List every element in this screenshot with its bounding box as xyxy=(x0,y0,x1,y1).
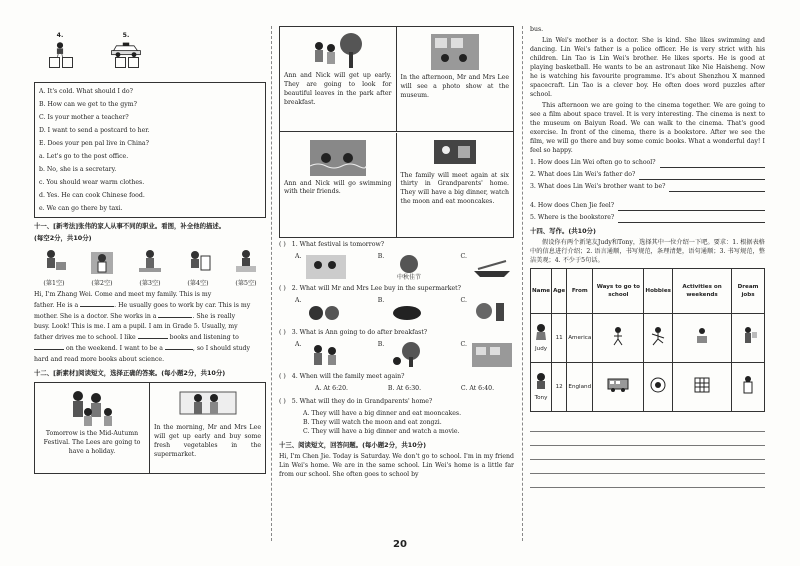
option-item: c. You should wear warm clothes. xyxy=(39,179,145,186)
walking-icon xyxy=(608,326,628,346)
option-b[interactable]: B. They will watch the moon and eat zongzi. xyxy=(303,418,442,426)
option-c[interactable]: C. They will have a big dinner and watch a movie. xyxy=(303,427,460,435)
question-item: 3. What does Lin Wei's brother want to be? xyxy=(530,183,765,192)
reading-questions xyxy=(530,159,765,223)
story-box-2 xyxy=(279,26,514,238)
blank-4[interactable] xyxy=(34,349,64,350)
writing-instructions: 假设你有两个新笔友Judy和Tony，选择其中一位介绍一下吧。要求：1. 根据表格中的信息进行介绍；2. 语言通顺，书写规范，条理清楚，语句通顺；3. 书写规范，整洁美观；4. 不少于5句话。 xyxy=(530,239,765,265)
swimming-icon xyxy=(308,138,368,178)
option-item: E. Does your pen pal live in China? xyxy=(39,140,149,147)
left-column xyxy=(34,26,266,474)
option-c[interactable]: C. xyxy=(461,297,514,325)
boy-icon xyxy=(534,372,548,390)
option-item: a. Let's go to the post office. xyxy=(39,153,129,160)
option-b[interactable]: B. xyxy=(378,297,432,325)
page-number: 20 xyxy=(393,539,407,550)
tomatoes-icon xyxy=(304,297,348,325)
option-item: d. Yes. He can cook Chinese food. xyxy=(39,192,145,199)
question-item: 1. How does Lin Wei often go to school? xyxy=(530,159,765,168)
option-b[interactable]: B. xyxy=(378,341,432,369)
story-panel-mid-autumn: Tomorrow is the Mid-Autumn Festival. The Lees are going to have a holiday. xyxy=(35,383,150,473)
option-b[interactable]: B. At 6:30. xyxy=(387,384,422,392)
teacher-icon xyxy=(738,326,758,346)
answer-line[interactable] xyxy=(669,183,765,192)
job-picture-2: (第2空) xyxy=(82,248,122,289)
question-item: 2. What does Lin Wei's father do? xyxy=(530,171,765,180)
column-divider xyxy=(522,26,523,541)
question-item: 5. Where is the bookstore? xyxy=(530,214,765,223)
table-row: Tony 12 England xyxy=(531,363,765,412)
option-a[interactable]: A. xyxy=(295,253,348,281)
dinner-icon xyxy=(430,138,480,170)
table-row: Judy 11 America xyxy=(531,314,765,363)
eggplants-icon xyxy=(387,297,431,325)
blank-3[interactable] xyxy=(138,338,168,339)
vegetables-icon xyxy=(470,297,514,325)
passage-continued: bus. xyxy=(530,26,544,33)
options-box xyxy=(34,82,266,218)
shivering-child-icon xyxy=(48,41,72,57)
blank-1[interactable] xyxy=(80,306,114,307)
question-item: 4. How does Chen Jie feel? xyxy=(530,202,765,211)
section-11-note: (每空2分，共10分) xyxy=(34,234,92,243)
gallery-icon xyxy=(470,341,514,369)
question-4: ( ) 4. When will the family meet again? xyxy=(279,372,405,380)
zhang-wei-passage: Hi, I'm Zhang Wei. Come and meet my family. This is my father. He is a . He usually goes to work by car. This is my mother. She is a doctor. She works in a . She is really busy. Look! This is me. I am a pupil. I am in Grade 5. Usually, my father drives me to school. I like books and listening to on the weekend. I want to be a , so I should study hard and read more books about science. xyxy=(34,290,251,364)
puzzle-icon xyxy=(692,375,712,395)
answer-line[interactable] xyxy=(618,202,765,211)
option-a[interactable]: A. They will have a big dinner and eat mooncakes. xyxy=(303,409,462,417)
option-a[interactable]: A. xyxy=(295,297,348,325)
job-picture-3: (第3空) xyxy=(130,248,170,289)
section-14-title: 十四、写作。(共10分) xyxy=(530,226,596,235)
girl-icon xyxy=(534,323,548,341)
middle-column xyxy=(279,26,514,482)
blank-5[interactable] xyxy=(165,349,193,350)
picture-5 xyxy=(100,32,152,72)
section-13-title: 十三、阅读短文，回答问题。(每小题2分，共10分) xyxy=(279,440,426,449)
section-12-title: 十二、[新素材]阅读短文，选择正确的答案。(每小题2分，共10分) xyxy=(34,369,226,378)
option-item: e. We can go there by taxi. xyxy=(39,205,123,212)
dragon-boat-icon xyxy=(470,253,514,281)
option-item: C. Is your mother a teacher? xyxy=(39,114,129,121)
picture-number: 5. xyxy=(122,32,130,39)
option-a[interactable]: A. At 6:20. xyxy=(314,384,349,392)
svg-text:中秋佳节: 中秋佳节 xyxy=(397,273,422,281)
doctor-icon xyxy=(738,375,758,395)
question-2: ( ) 2. What will Mr and Mrs Lee buy in the supermarket? xyxy=(279,284,461,292)
writing-lines[interactable] xyxy=(530,418,765,488)
right-column xyxy=(530,26,765,488)
option-c[interactable]: C. xyxy=(461,253,514,281)
family-icon xyxy=(62,388,122,428)
job-picture-4: (第4空) xyxy=(178,248,218,289)
blank-2[interactable] xyxy=(158,317,192,318)
question-5-options xyxy=(303,410,514,437)
job-picture-5: (第5空) xyxy=(226,248,266,289)
shopping-icon xyxy=(178,388,238,422)
bus-icon xyxy=(607,377,629,393)
section-11-title: 十一、[新考法]张伟的家人从事不同的职业。看图，补全他的描述。 xyxy=(34,222,226,230)
reading-icon xyxy=(692,326,712,346)
story-panel-swimming: Ann and Nick will go swimming with their friends. xyxy=(280,133,397,237)
answer-line[interactable] xyxy=(618,214,765,223)
option-item: B. How can we get to the gym? xyxy=(39,101,137,108)
picture-row xyxy=(34,26,266,78)
answer-line[interactable] xyxy=(660,159,765,168)
job-pictures xyxy=(34,248,266,289)
passage-paragraph-3: This afternoon we are going to the cinema together. We are going to see a film about space travel. It is very interesting. The cinema is next to the museum on Baiyun Road. We can walk to the cinema. That's good exercise. In front of the cinema, there is a bookstore. After we see the film, we will go there and buy some comic books. What a wonderful day! I feel so happy. xyxy=(530,101,765,154)
picture-number: 4. xyxy=(56,32,64,39)
story-panel-dinner: The family will meet again at six thirty in Grandparents' home. They will have a big dinner, watch the moon and eat mooncakes. xyxy=(397,133,514,237)
story-panel-leaves: Ann and Nick will get up early. They are going to look for beautiful leaves in the park after breakfast. xyxy=(280,27,397,132)
answer-line[interactable] xyxy=(639,171,765,180)
park-icon xyxy=(303,32,373,70)
chen-jie-passage-start: Hi, I'm Chen Jie. Today is Saturday. We don't go to school. I'm in my friend Lin Wei's home. We are in the same school. Lin Wei's home is a little far from our school. She often goes to school by xyxy=(279,453,514,479)
dragon-boat-family-icon xyxy=(304,253,348,281)
question-1-options xyxy=(295,253,514,281)
option-item: A. It's cold. What should I do? xyxy=(39,88,133,95)
job-picture-1: (第1空) xyxy=(34,248,74,289)
children-playing-icon xyxy=(304,341,348,369)
football-icon xyxy=(648,375,668,395)
option-item: D. I want to send a postcard to her. xyxy=(39,127,150,134)
question-4-options xyxy=(295,385,514,394)
option-item: b. No, she is a secretary. xyxy=(39,166,117,173)
question-1: ( ) 1. What festival is tomorrow? xyxy=(279,241,385,248)
story-panel-museum: In the afternoon, Mr and Mrs Lee will see a photo show at the museum. xyxy=(397,27,514,132)
tree-leaves-icon xyxy=(387,341,431,369)
question-2-options xyxy=(295,297,514,325)
story-panel-supermarket: In the morning, Mr and Mrs Lee will get up early and buy some fresh vegetables in the supermarket. xyxy=(150,383,265,473)
story-box-1 xyxy=(34,382,266,474)
option-b[interactable]: B. 中秋佳节 xyxy=(378,253,432,281)
dancing-icon xyxy=(648,326,668,346)
picture-4 xyxy=(34,32,86,72)
pen-pal-table xyxy=(530,268,765,412)
mooncake-icon xyxy=(387,253,431,281)
photo-show-icon xyxy=(425,32,485,72)
option-c[interactable]: C. xyxy=(461,341,514,369)
question-3: ( ) 3. What is Ann going to do after breakfast? xyxy=(279,328,428,336)
option-c[interactable]: C. At 6:40. xyxy=(460,384,495,392)
column-divider xyxy=(271,26,272,541)
question-5: ( ) 5. What will they do in Grandparents' home? xyxy=(279,397,433,405)
passage-paragraph-2: Lin Wei's mother is a doctor. She is kind. She likes swimming and dancing. Lin Wei's father is a police officer. He is very strict with his children. Lin Tao is Lin Wei's brother. He likes sports. He is good at playing basketball. He wants to be an astronaut like Nie Haisheng. Now he is watching his favourite programme. It's about Shenzhou X manned spacecraft. Lin Tao is a clever boy. He often does word puzzles after school. xyxy=(530,36,765,98)
option-a[interactable]: A. xyxy=(295,341,348,369)
table-header-row: Name Age From Ways to go to school Hobbies Activities on weekends Dream jobs xyxy=(531,269,765,314)
question-3-options xyxy=(295,341,514,369)
taxi-icon xyxy=(106,41,146,57)
